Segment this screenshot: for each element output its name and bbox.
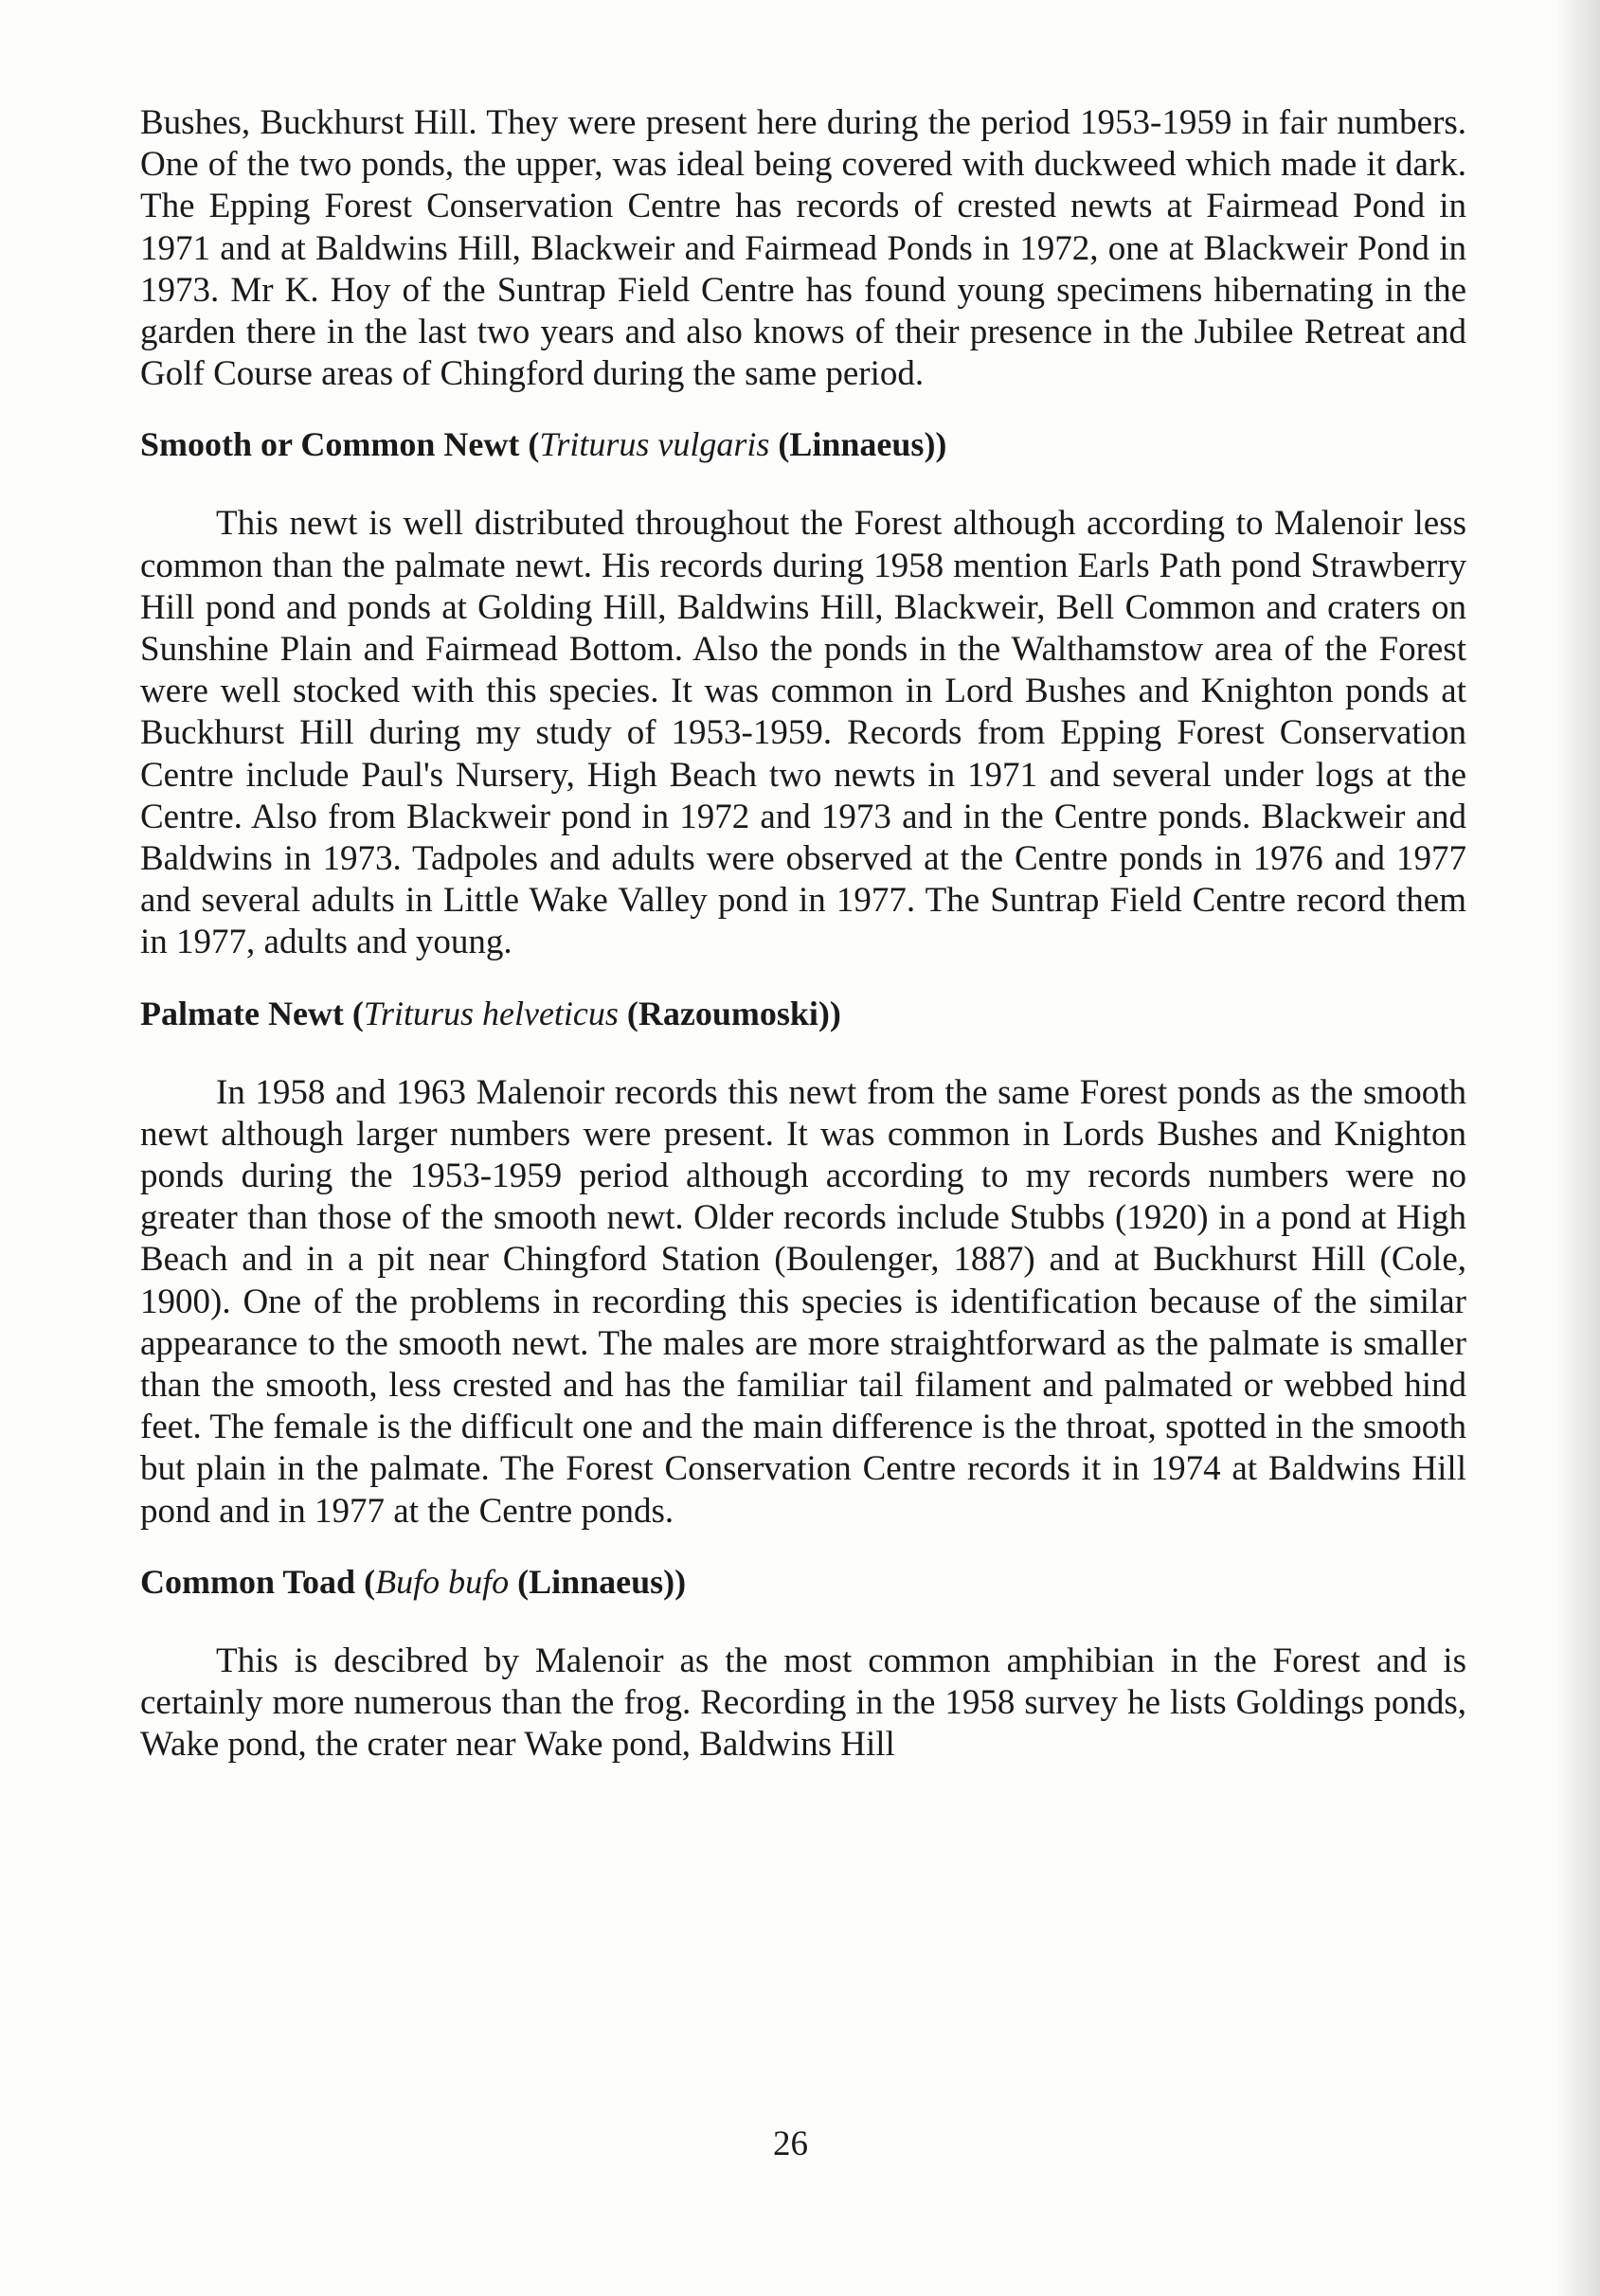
page-edge-shadow xyxy=(1556,0,1600,2296)
section-body-smooth-newt: This newt is well distributed throughout the Forest although according to Malenoir less common than the palmate newt. His records during 1958 mention Earls Path pond Strawberry Hill pond and ponds at Golding Hill, Baldwins Hill, Blackweir, Bell Common and craters on Sunshine Plain and Fairmead Bottom. Also the ponds in the Walthamstow area of the Forest were well stocked with this species. It was common in Lord Bushes and Knighton ponds at Buckhurst Hill during my study of 1953-1959. Records from Epping Forest Conservation Centre include Paul's Nursery, High Beach two newts in 1971 and several under logs at the Centre. Also from Blackweir pond in 1972 and 1973 and in the Centre ponds. Blackweir and Baldwins in 1973. Tadpoles and adults were observed at the Centre ponds in 1976 and 1977 and several adults in Little Wake Valley pond in 1977. The Suntrap Field Centre record them in 1977, adults and young. xyxy=(140,504,1466,962)
heading-scientific-name: Triturus helveticus xyxy=(363,994,619,1032)
intro-paragraph: Bushes, Buckhurst Hill. They were present here during the period 1953-1959 in fair numbers. One of the two ponds, the upper, was ideal being covered with duckweed which made it dark. The Epping Forest Conservation Centre has records of crested newts at Fairmead Pond in 1971 and at Baldwins Hill, Blackweir and Fairmead Ponds in 1972, one at Blackweir Pond in 1973. Mr K. Hoy of the Suntrap Field Centre has found young specimens hibernating in the garden there in the last two years and also knows of their presence in the Jubilee Retreat and Golf Course areas of Chingford during the same period. xyxy=(140,103,1466,394)
heading-authority: (Linnaeus)) xyxy=(778,425,947,464)
heading-common-name: Smooth or Common Newt xyxy=(140,425,520,464)
section-body-palmate-newt: In 1958 and 1963 Malenoir records this newt from the same Forest ponds as the smooth newt although larger numbers were present. It was common in Lords Bushes and Knighton ponds during the 1953-1959 period although according to my records numbers were no greater than those of the smooth newt. Older records include Stubbs (1920) in a pond at High Beach and in a pit near Chingford Station (Boulenger, 1887) and at Buckhurst Hill (Cole, 1900). One of the problems in recording this species is identification because of the similar appearance to the smooth newt. The males are more straightforward as the palmate is smaller than the smooth, less crested and has the familiar tail filament and palmated or webbed hind feet. The female is the difficult one and the main difference is the throat, spotted in the smooth but plain in the palmate. The Forest Conservation Centre records it in 1974 at Baldwins Hill pond and in 1977 at the Centre ponds. xyxy=(140,1072,1466,1531)
heading-common-name: Palmate Newt xyxy=(140,994,344,1032)
heading-scientific-name: Triturus vulgaris xyxy=(539,425,770,464)
heading-paren: ( xyxy=(351,994,364,1032)
heading-paren: ( xyxy=(364,1562,376,1601)
heading-authority: (Razoumoski)) xyxy=(626,994,841,1032)
page-number: 26 xyxy=(773,2125,808,2163)
section-heading-smooth-newt xyxy=(140,423,1466,465)
heading-authority: (Linnaeus)) xyxy=(517,1562,687,1601)
heading-common-name: Common Toad xyxy=(140,1562,356,1601)
section-heading-common-toad xyxy=(140,1561,1466,1603)
body-text xyxy=(140,102,1466,1767)
heading-scientific-name: Bufo bufo xyxy=(375,1562,510,1601)
section-body-common-toad: This is descibred by Malenoir as the most common amphibian in the Forest and is certainly more numerous than the frog. Recording in the 1958 survey he lists Goldings ponds, Wake pond, the crater near Wake pond, Baldwins Hill xyxy=(140,1641,1466,1765)
section-heading-palmate-newt xyxy=(140,993,1466,1034)
heading-paren: ( xyxy=(528,425,540,464)
